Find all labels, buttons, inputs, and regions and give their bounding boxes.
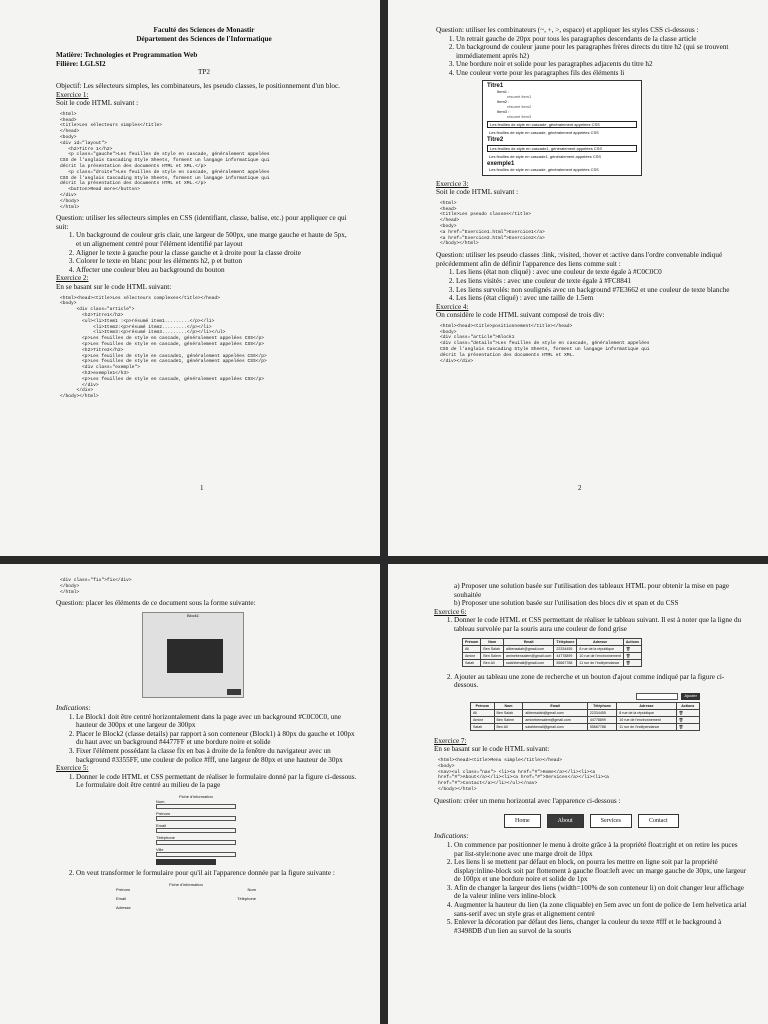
list-item: 4. Une couleur verte pour les paragraphes fils des éléments li [456, 69, 746, 78]
table-header: Téléphone [587, 702, 616, 709]
table-row [463, 645, 642, 652]
table-header: Email [523, 702, 587, 709]
menu-services: Services [590, 814, 632, 828]
fig-item: Item1 : [497, 88, 510, 94]
form-label: Email [156, 822, 167, 828]
form-row [116, 896, 256, 901]
table-cell: salahbenali@gmail.com [523, 723, 587, 730]
form-figure-1 [156, 794, 236, 865]
list-item: 1. Donner le code HTML et CSS permettant de réaliser le tableau suivant. Il est à noter que la ligne du tableau survolée par la souris aura une couleur de fond grise [454, 616, 748, 633]
exercise-4-intro: On considère le code HTML suivant composé de trois div: [436, 311, 605, 320]
form-label: Prénom [156, 810, 171, 816]
faculty-name: Faculté des Sciences de Monastir [153, 26, 255, 34]
indications-list [56, 713, 358, 765]
option-a: a) Proposer une solution basée sur l'utilisation des tableaux HTML pour obtenir la mise en page souhaitée [454, 582, 730, 599]
table-cell: Amine [463, 652, 481, 659]
form-title: Fiche d'information [179, 793, 213, 799]
table-cell: Ben Salah [481, 645, 504, 652]
document-page-4 [388, 564, 768, 1024]
question-2-list [436, 35, 746, 78]
combinators-result-figure [482, 80, 642, 176]
list-item: 2. Aligner le texte à gauche pour la classe gauche et à droite pour la classe droite [76, 249, 352, 258]
list-item: 4. Affecter une couleur bleu au background du bouton [76, 266, 352, 275]
fig-titre2: Titre2 [487, 136, 504, 143]
table-row [463, 652, 642, 659]
document-page-2 [388, 0, 768, 556]
table-cell: 10 rue de l'environnement [577, 652, 623, 659]
tp-title: TP2 [198, 68, 210, 77]
list-item: 2. Placer le Block2 (classe details) par rapport à son conteneur (Block1) à 80px du gauche et 100px du haut avec un background #4477FF et une bordure noire et solide [76, 730, 358, 747]
exercise-6-title: Exercice 6: [434, 607, 467, 616]
table-cell: Ali [471, 709, 495, 716]
exercise-1-intro: Soit le code HTML suivant : [56, 99, 139, 108]
form-title: Fiche d'information [169, 881, 203, 887]
form-label: Nom [247, 886, 256, 892]
list-item: 5. Enlever la décoration par défaut des liens, changer la couleur du texte #fff et le background à #3498DB d'un lien au survol de la souris [454, 918, 748, 935]
fig-line: Les feuilles de style en cascade, généralement appelées CSS [487, 121, 637, 128]
indications-list [434, 841, 748, 936]
exercise-7-title: Exercice 7: [434, 736, 467, 745]
table-header: Adresse [617, 702, 676, 709]
document-page-3 [0, 564, 380, 1024]
table-cell: 44778899 [587, 716, 616, 723]
users-table [462, 638, 642, 667]
form-input [156, 828, 236, 833]
list-item: 3. Les liens survolés: non soulignés avec un background #7E3662 et une couleur de texte blanche [456, 286, 746, 295]
form-input [156, 840, 236, 845]
table-header: Prénom [471, 702, 495, 709]
table-cell: aminebensalem@gmail.com [503, 652, 553, 659]
code-block-2: <html><head><title>Les sélecteurs complexes</title></head> <body> <div class="article"> <h2>Titre1</h2> <ul><li>Item1 :<p>résumé item1.........</p></li> <li>Item2:<p>résumé item2.........</p></li> <li>Item3:<p>résumé item3.........</p></li></ul> <p>Les feuilles de style en cascade, généralement appelées CSS</p> <p>Les feuilles de style en cascade, généralement appelées CSS</p> <h2>Titre2</h2> <p>Les feuilles de style en cascade1, généralement appelées CSS</p> <p>Les feuilles de style en cascade1, généralement appelées CSS</p> <div class="exemple"> <h3>exemple1</h3> <p>Les feuilles de style en cascade, généralement appelées CSS</p> </div> </div> </body></html> [60, 295, 267, 400]
table-cell: 10 rue de l'environnement [617, 716, 676, 723]
list-item: 3. Afin de changer la largeur des liens (width=100% de son conteneur li) on doit changer leur affichage de la valeur inline vers inline-block [454, 884, 748, 901]
question-1-list [56, 231, 352, 274]
table-row [471, 709, 700, 716]
list-item: 1. On commence par positionner le menu à droite grâce à la propriété float:right et on retire les puces par list-style:none avec une marge droit de 10px [454, 841, 748, 858]
table-cell: 55667788 [587, 723, 616, 730]
page-number: 2 [578, 484, 582, 492]
fig-sub: résumé item3 [507, 113, 532, 119]
list-item: 1. Un background de couleur gris clair, une largeur de 500px, une marge gauche et haute de 5px, et un alignement centré pour l'élément identifié par layout [76, 231, 352, 248]
positioning-figure [142, 612, 244, 698]
table-cell: Ben Salem [481, 652, 504, 659]
table-header: Téléphone [554, 638, 577, 645]
exercise-2-intro: En se basant sur le code HTML suivant: [56, 283, 172, 292]
table-header: Actions [676, 702, 699, 709]
menu-contact: Contact [638, 814, 679, 828]
list-item: 1. Les liens (état non cliqué) : avec une couleur de texte égale à #C0C0C0 [456, 268, 746, 277]
page-number: 1 [200, 484, 204, 492]
fig-sub: résumé item2 [507, 103, 532, 109]
list-item: 4. Les liens (état cliqué) : avec une taille de 1.5em [456, 294, 746, 303]
list-item: 1. Le Block1 doit être centré horizontalement dans la page avec un background #C0C0C0, une hauteur de 300px et une largeur de 300px [76, 713, 358, 730]
table-cell: salahbenali@gmail.com [503, 659, 553, 666]
table-cell: 8 rue de la république [577, 645, 623, 652]
form-submit [156, 859, 216, 865]
form-label: Téléphone [237, 895, 256, 901]
trash-icon: 🗑 [676, 723, 699, 730]
table-cell: alibensalah@gmail.com [503, 645, 553, 652]
code-block-3: <html> <head> <title>Les pseudo classes</title> </head> <body> <a href="Exercice1.html">Exercice1</a> <a href="Exercice2.html">Exercice2</a> </body></html> [440, 200, 545, 247]
exercise-7-intro: En se basant sur le code HTML suivant: [434, 745, 550, 754]
menu-about: About [547, 814, 584, 828]
list-item: 2. On veut transformer le formulaire pour qu'il ait l'apparence donnée par la figure suivante : [76, 869, 358, 878]
form-label: Téléphone [156, 834, 175, 840]
table-header: Prénom [463, 638, 481, 645]
option-b: b) Proposer une solution basée sur l'utilisation des blocs div et span et du CSS [454, 599, 679, 608]
form-input [156, 804, 236, 809]
indications-title: Indications: [434, 832, 469, 841]
filiere: Filière: LGLSI2 [56, 59, 106, 68]
fig-sub: résumé item1 [507, 93, 532, 99]
menu-home: Home [504, 814, 541, 828]
table-header: Actions [623, 638, 641, 645]
code-block-1: <html> <head> <title>Les sélecteurs simples</title> </head> <body> <div id="layout"> <h2>Titre 1</h2> <p class="gauche">Les feuilles de style en cascade, généralement appelées CSS de l'anglais Cascading Style Sheets, forment un langage informatique qui décrit la présentation des documents HTML et XML.</p> <p class="droite">Les feuilles de style en cascade, généralement appelées CSS de l'anglais Cascading Style Sheets, forment un langage informatique qui décrit la présentation des documents HTML et XML.</p> <button>Read more</button> </div> </body> </html> [60, 111, 270, 210]
table-row [463, 659, 642, 666]
list-item: 2. Les liens li se mettent par défaut en block, on pourra les mettre en ligne soit par la propriété display:inline-block soit par flottement à gauche float:left avec un marge gauche de 30px, une largeur de 100px et une bordure noire et solide de 1px [454, 858, 748, 884]
table-with-search-figure [470, 693, 700, 731]
table-cell: Ali [463, 645, 481, 652]
question-4: Question: placer les éléments de ce document sous la forme suivante: [56, 599, 256, 608]
exercise-3-title: Exercice 3: [436, 179, 469, 188]
list-item: 3. Une bordure noir et solide pour les paragraphes adjacents du titre h2 [456, 60, 746, 69]
objectif: Objectif: Les sélecteurs simples, les combinateurs, les pseudo classes, le positionnement d'un bloc. [56, 81, 340, 90]
form-input [156, 852, 236, 857]
exercise-5-title: Exercice 5: [56, 764, 89, 773]
code-block-7: <html><head><title>Menu simple</title></head> <body> <nav><ul class="nav"> <li><a href="#">Home</a></li><li><a href="#">About</a></li><li><a href="#">Services</a></li><li><a href="#">Contact</a></li></ul></nav> </body></html> [438, 757, 609, 792]
matiere: Matière: Technologies et Programmation Web [56, 51, 198, 60]
trash-icon: 🗑 [623, 645, 641, 652]
add-button: Ajouter [681, 693, 700, 700]
exercise-3-intro: Soit le code HTML suivant : [436, 188, 519, 197]
list-item: 1. Un retrait gauche de 20px pour tous les paragraphes descendants de la classe article [456, 35, 746, 44]
form-label: Nom [156, 798, 165, 804]
trash-icon: 🗑 [623, 659, 641, 666]
fig-block2 [167, 639, 223, 673]
table-cell: Ben Salem [494, 716, 523, 723]
form-label: Ville [156, 846, 164, 852]
fig-titre1: Titre1 [487, 82, 504, 89]
table-header-row [463, 638, 642, 645]
table-cell: Ben Ali [494, 723, 523, 730]
table-row [471, 716, 700, 723]
table-cell: Salah [463, 659, 481, 666]
table-cell: alibensalah@gmail.com [523, 709, 587, 716]
form-input [156, 816, 236, 821]
table-cell: 8 rue de la république [617, 709, 676, 716]
table-cell: 55667788 [554, 659, 577, 666]
exercise-2-title: Exercice 2: [56, 274, 89, 283]
fig-fix-block [227, 689, 241, 695]
list-item: 2. Ajouter au tableau une zone de recherche et un bouton d'ajout comme indiqué par la figure ci-dessous. [454, 673, 748, 690]
fig-block1-label: Block1 [186, 612, 199, 618]
question-1: Question: utiliser les sélecteurs simples en CSS (identifiant, classe, balise, etc.) pour appliquer ce qui suit: [56, 214, 347, 231]
exercise-1-title: Exercice 1: [56, 90, 89, 99]
question-3-list [436, 268, 746, 302]
table-cell: aminebensalem@gmail.com [523, 716, 587, 723]
list-item: 4. Augmenter la hauteur du lien (la zone cliquable) en 5em avec un font de police de 1em helvetica arial sans-serif avec un style gras et alignement centré [454, 901, 748, 918]
search-input [636, 693, 678, 700]
trash-icon: 🗑 [676, 716, 699, 723]
table-cell: 44778899 [554, 652, 577, 659]
indications-title: Indications: [56, 703, 91, 712]
trash-icon: 🗑 [623, 652, 641, 659]
fig-line: Les feuilles de style en cascade, généralement appelées CSS [489, 129, 599, 135]
table-header-row [471, 702, 700, 709]
table-cell: Amine [471, 716, 495, 723]
list-item: 3. Colorer le texte en blanc pour les éléments h2, p et button [76, 257, 352, 266]
question-2: Question: utiliser les combinateurs (~, +, >, espace) et appliquer les styles CSS ci-dessous : [436, 26, 699, 34]
exercise-4-title: Exercice 4: [436, 302, 469, 311]
form-label: Adresse [116, 904, 131, 910]
fig-line: Les feuilles de style en cascade1, généralement appelées CSS [487, 145, 637, 152]
exercise-5-list [56, 773, 358, 790]
form-label: Prénom [116, 886, 131, 892]
code-block-5: <div class="fix">fix</div> </body> </html> [60, 578, 132, 595]
exercise-5-list-2 [56, 869, 358, 878]
fig-item: Item3 : [497, 108, 510, 114]
list-item: 2. Un background de couleur jaune pour les paragraphes frères directs du titre h2 (qui se trouvent immédiatement après h2) [456, 43, 746, 60]
question-3: Question: utiliser les pseudo classes :link, :visited, :hover et :active dans l'ordre convenable indiqué précédemment afin de définir l'apparence des liens comme suit : [436, 251, 723, 268]
list-item: 3. Fixer l'élément possédant la classe fix en bas à droite de la fenêtre du navigateur avec un background #3355FF, une couleur de police #fff, une largeur de 80px et une hauteur de 30px [76, 747, 358, 764]
fig-item: Item2 : [497, 98, 510, 104]
question-7: Question: créer un menu horizontal avec l'apparence ci-dessous : [434, 796, 621, 805]
table-cell: Ben Salah [494, 709, 523, 716]
document-page-1 [0, 0, 380, 556]
fig-line: Les feuilles de style en cascade1, généralement appelées CSS [489, 153, 602, 159]
table-cell: Ben Ali [481, 659, 504, 666]
table-cell: 11 rue de l'indépendance [617, 723, 676, 730]
form-label: Email [116, 895, 127, 901]
table-header: Nom [494, 702, 523, 709]
search-bar [470, 693, 700, 700]
form-figure-2 [116, 882, 256, 910]
table-header: Adresse [577, 638, 623, 645]
table-cell: Salah [471, 723, 495, 730]
list-item: 2. Les liens visités : avec une couleur de texte égale à #FC8841 [456, 277, 746, 286]
menu-figure [504, 809, 748, 828]
table-header: Email [503, 638, 553, 645]
fig-line: Les feuilles de style en cascade, généralement appelées CSS [489, 166, 599, 172]
table-header: Nom [481, 638, 504, 645]
code-block-4: <html><head><title>positionnement</title></head> <body> <div class="article">Block1 <div class="details">Les feuilles de style en cascade, généralement appelées CSS de l'anglais Cascading Style Sheets, forment un langage informatique qui décrit la présentation des documents HTML et XML. </div></div> [440, 323, 650, 364]
table-cell: 22334455 [587, 709, 616, 716]
users-table-2 [470, 702, 700, 731]
table-row [471, 723, 700, 730]
table-cell: 11 rue de l'indépendance [577, 659, 623, 666]
fig-exemple: exemple1 [487, 160, 515, 167]
table-cell: 22334455 [554, 645, 577, 652]
exercise-6-list [434, 616, 748, 633]
list-item: 1. Donner le code HTML et CSS permettant de réaliser le formulaire donné par la figure ci-dessous. Le formulaire doit être centré au milieu de la page [76, 773, 358, 790]
exercise-6-list-2 [434, 673, 748, 690]
form-row [116, 887, 256, 892]
department-name: Département des Sciences de l'Informatique [136, 34, 272, 43]
trash-icon: 🗑 [676, 709, 699, 716]
